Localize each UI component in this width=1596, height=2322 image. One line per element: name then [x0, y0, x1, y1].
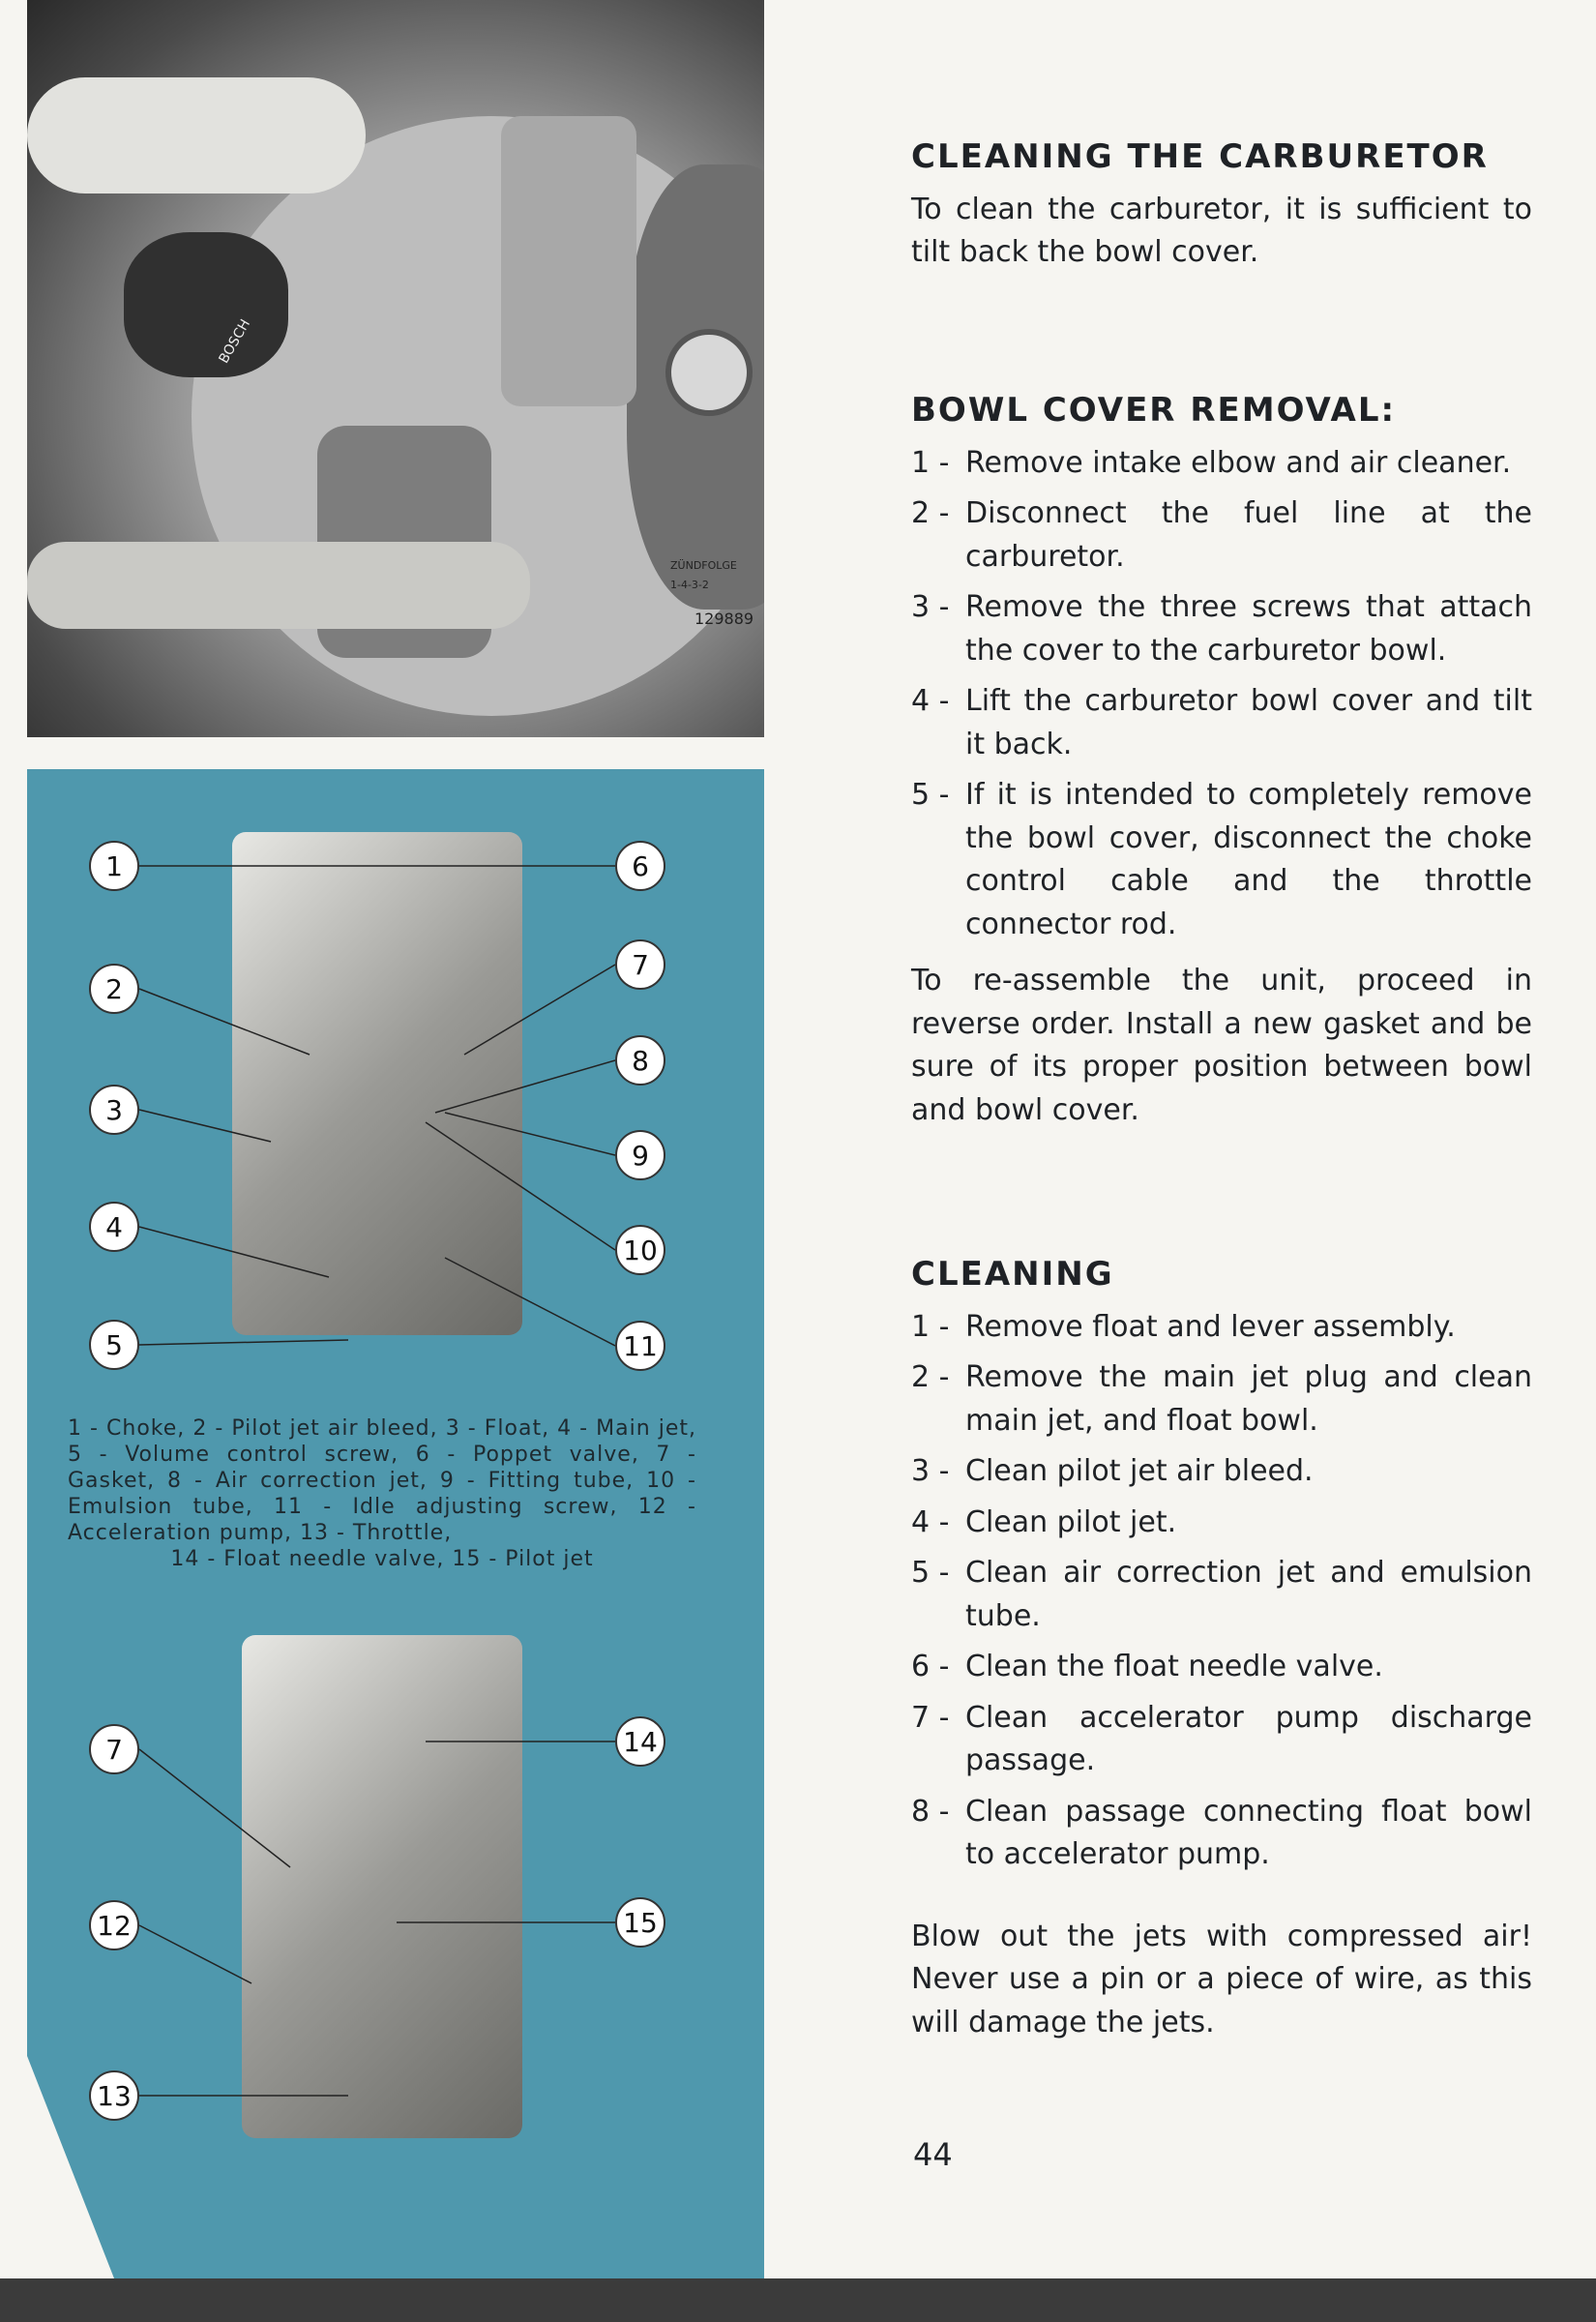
list-item [911, 1502, 1532, 1545]
section-title: CLEANING THE CARBURETOR [911, 137, 1489, 176]
list-item [911, 1450, 1532, 1494]
list-item [911, 1646, 1532, 1689]
item-number: 4 - [911, 1504, 950, 1539]
item-text: Clean air correction jet and emulsion tube. [965, 1556, 1532, 1633]
item-text: Remove the main jet plug and clean main jet, and float bowl. [965, 1360, 1532, 1438]
list-item [911, 492, 1532, 579]
item-text: Remove float and lever assembly. [965, 1309, 1456, 1344]
item-text: If it is intended to completely remove the bowl cover, disconnect the choke control cable and the throttle connector rod. [965, 778, 1532, 941]
section-title: BOWL COVER REMOVAL: [911, 391, 1397, 430]
item-number: 6 - [911, 1650, 950, 1683]
item-number: 5 - [911, 778, 950, 812]
item-text: Clean the float needle valve. [965, 1650, 1383, 1683]
item-number: 7 - [911, 1700, 950, 1735]
item-text: Remove the three screws that attach the cover to the carburetor bowl. [965, 590, 1532, 668]
list-item [911, 1306, 1532, 1350]
item-text: Remove intake elbow and air cleaner. [965, 445, 1512, 480]
item-text: Clean pilot jet air bleed. [965, 1454, 1314, 1488]
paragraph: To clean the carburetor, it is sufficient to tilt back the bowl cover. [911, 192, 1532, 269]
callout-7b: 7 [89, 1724, 139, 1774]
section-cleaning [911, 1253, 1532, 2044]
callout-8: 8 [615, 1035, 665, 1086]
item-number: 4 - [911, 684, 950, 718]
callout-2: 2 [89, 964, 139, 1014]
paragraph: Blow out the jets with compressed air! Never use a pin or a piece of wire, as this will damage the jets. [911, 1919, 1532, 2039]
caption-text-last: 14 - Float needle valve, 15 - Pilot jet [170, 1547, 594, 1571]
section-bowl-cover-removal [911, 389, 1532, 1132]
list-item [911, 774, 1532, 946]
scan-edge [0, 2278, 1596, 2322]
item-number: 3 - [911, 1454, 950, 1488]
item-number: 3 - [911, 590, 950, 624]
list-item [911, 1552, 1532, 1638]
callout-5: 5 [89, 1320, 139, 1370]
photo-label: BOSCH [216, 316, 254, 367]
callout-3: 3 [89, 1085, 139, 1135]
item-text: Clean accelerator pump discharge passage. [965, 1700, 1532, 1777]
caption-text: 1 - Choke, 2 - Pilot jet air bleed, 3 - Float, 4 - Main jet, 5 - Volume control screw, 6 - Poppet valve, 7 - Gasket, 8 - Air correction jet, 9 - Fitting tube, 10 - Emulsion tube, 11 - Idle adjusting screw, 12 - Acceleration pump, 13 - Throttle, [68, 1416, 696, 1545]
item-text: Lift the carburetor bowl cover and tilt it back. [965, 684, 1532, 761]
list-item [911, 1791, 1532, 1877]
paragraph: To re-assemble the unit, proceed in reverse order. Install a new gasket and be sure of its proper position between bowl and bowl cover. [911, 964, 1532, 1127]
callout-1: 1 [89, 841, 139, 891]
photo-label: ZÜNDFOLGE [670, 559, 737, 572]
item-number: 2 - [911, 1360, 950, 1394]
page-number: 44 [913, 2136, 953, 2173]
photo-label: 129889 [695, 610, 754, 628]
list-item [911, 1356, 1532, 1443]
callout-12: 12 [89, 1900, 139, 1950]
callout-6: 6 [615, 841, 665, 891]
item-number: 1 - [911, 445, 950, 480]
item-number: 8 - [911, 1794, 950, 1829]
item-text: Clean passage connecting float bowl to accelerator pump. [965, 1794, 1532, 1871]
callout-10: 10 [615, 1225, 665, 1275]
callout-4: 4 [89, 1202, 139, 1252]
callout-11: 11 [615, 1321, 665, 1371]
item-number: 2 - [911, 496, 950, 530]
section-cleaning-carburetor [911, 135, 1532, 275]
item-number: 1 - [911, 1309, 950, 1344]
list-item [911, 680, 1532, 766]
item-text: Disconnect the fuel line at the carburetor. [965, 496, 1532, 574]
callout-9: 9 [615, 1130, 665, 1180]
list-item [911, 442, 1532, 486]
diagram-caption [68, 1415, 696, 1572]
callout-13: 13 [89, 2070, 139, 2121]
item-text: Clean pilot jet. [965, 1504, 1177, 1539]
callout-14: 14 [615, 1716, 665, 1767]
photo-label: 1-4-3-2 [670, 579, 709, 591]
list-item [911, 586, 1532, 672]
list-item [911, 1697, 1532, 1783]
callout-7: 7 [615, 939, 665, 990]
callout-15: 15 [615, 1897, 665, 1948]
section-title: CLEANING [911, 1255, 1114, 1294]
item-number: 5 - [911, 1556, 950, 1590]
